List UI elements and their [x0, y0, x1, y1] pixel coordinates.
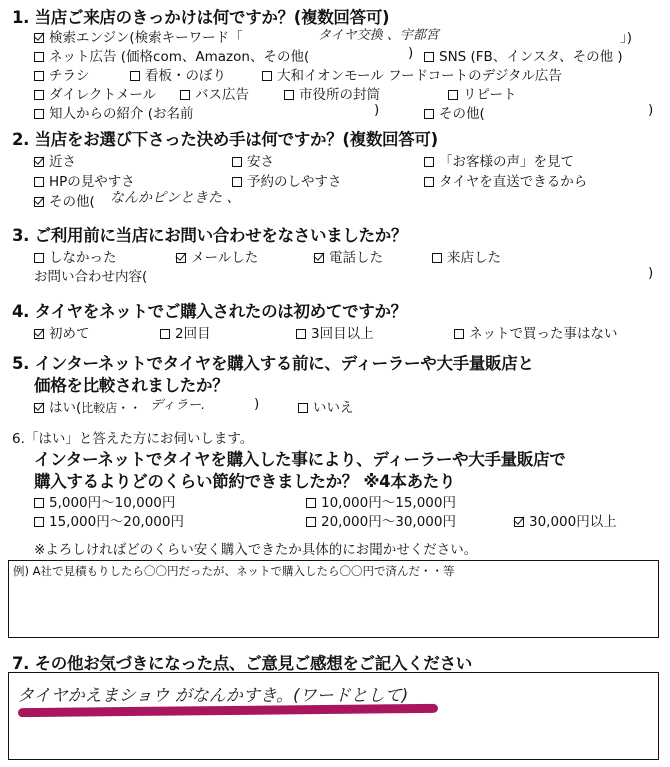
q3-content-close: ) — [648, 265, 654, 281]
q6-lead: 6.「はい」と答えた方にお伺いします。 — [12, 431, 254, 447]
q3-phone-label: 電話した — [329, 250, 383, 266]
q1-referral-close: ) — [374, 102, 380, 118]
q2-cheap-option[interactable] — [232, 150, 274, 170]
q2-near-label: 近さ — [49, 154, 76, 170]
checkbox-referral[interactable] — [34, 109, 44, 119]
q2-near-option[interactable] — [34, 150, 76, 170]
q1-other-option[interactable] — [424, 102, 485, 122]
q1-other-label: その他( — [439, 106, 485, 122]
checkbox-yes[interactable] — [34, 403, 44, 413]
q1-net-ad-option[interactable] — [34, 45, 309, 65]
q1-bus-ad-label: バス広告 — [195, 87, 249, 103]
checkbox-hp[interactable] — [34, 177, 44, 187]
q6-opt5-label: 30,000円以上 — [529, 514, 617, 530]
q4-second-label: 2回目 — [175, 326, 211, 342]
q6-comment-box[interactable] — [8, 560, 659, 638]
q1-city-envelope-label: 市役所の封筒 — [299, 87, 380, 103]
q1-search-handwriting: タイヤ交換 、宇都宮 — [318, 28, 439, 43]
q1-search-label: 検索エンジン(検索キーワード「 — [49, 30, 243, 46]
q5-yes-close: ) — [254, 396, 260, 412]
q1-signboard-option[interactable] — [130, 64, 226, 84]
q6-opt4-option[interactable] — [306, 510, 456, 530]
q1-bus-ad-option[interactable] — [180, 83, 249, 103]
checkbox-phone[interactable] — [314, 253, 324, 263]
q1-direct-mail-option[interactable] — [34, 83, 156, 103]
q2-voice-option[interactable] — [424, 150, 574, 170]
checkbox-first[interactable] — [34, 329, 44, 339]
q4-first-label: 初めて — [49, 326, 90, 342]
checkbox-q1-other[interactable] — [424, 109, 434, 119]
checkbox-second[interactable] — [160, 329, 170, 339]
q3-no-label: しなかった — [49, 250, 117, 266]
q6-opt3-label: 15,000円～20,000円 — [49, 514, 184, 530]
q3-mail-option[interactable] — [176, 246, 258, 266]
q4-never-label: ネットで買った事はない — [469, 326, 618, 342]
q3-mail-label: メールした — [191, 250, 259, 266]
q1-search-option[interactable] — [34, 26, 243, 46]
checkbox-signboard[interactable] — [130, 71, 140, 81]
q5-title-line1: 5. インターネットでタイヤを購入する前に、ディーラーや大手量販店と — [12, 354, 534, 373]
q5-yes-small: 比較店・・ — [81, 401, 142, 415]
q1-referral-option[interactable] — [34, 102, 194, 122]
q3-content-label: お問い合わせ内容( — [34, 269, 148, 285]
q4-third-label: 3回目以上 — [311, 326, 374, 342]
q3-visit-label: 来店した — [447, 250, 501, 266]
q5-title-line2: 価格を比較されましたか？ — [34, 376, 229, 395]
checkbox-near[interactable] — [34, 157, 44, 167]
q2-title: 2. 当店をお選び下さった決め手は何ですか？(複数回答可) — [12, 130, 438, 149]
checkbox-never[interactable] — [454, 329, 464, 339]
q2-voice-label: 「お客様の声」を見て — [439, 154, 574, 170]
q1-yamato-option[interactable] — [262, 64, 562, 84]
q1-title: 1. 当店ご来店のきっかけは何ですか？(複数回答可) — [12, 8, 390, 27]
checkbox-third[interactable] — [296, 329, 306, 339]
checkbox-search[interactable] — [34, 33, 44, 43]
checkbox-direct-mail[interactable] — [34, 90, 44, 100]
q1-direct-mail-label: ダイレクトメール — [49, 87, 157, 103]
q1-repeat-option[interactable] — [448, 83, 516, 103]
checkbox-q5-no[interactable] — [298, 403, 308, 413]
q6-title-line1: インターネットでタイヤを購入した事により、ディーラーや大手量販店で — [34, 450, 566, 469]
q2-direct-option[interactable] — [424, 170, 587, 190]
q2-reserve-option[interactable] — [232, 170, 342, 190]
q6-opt2-label: 10,000円～15,000円 — [321, 495, 456, 511]
q5-yes-handwriting: ディラー. — [150, 398, 206, 413]
q1-sns-label: SNS (FB、インスタ、その他 ) — [439, 49, 623, 65]
q5-no-label: いいえ — [313, 400, 354, 416]
q2-other-option[interactable] — [34, 190, 95, 210]
q5-no-option[interactable] — [298, 396, 354, 416]
q2-cheap-label: 安さ — [247, 154, 274, 170]
checkbox-bus-ad[interactable] — [180, 90, 190, 100]
q1-flyer-option[interactable] — [34, 64, 90, 84]
q1-yamato-label: 大和イオンモール フードコートのデジタル広告 — [277, 68, 562, 84]
q4-title: 4. タイヤをネットでご購入されたのは初めてですか？ — [12, 302, 407, 321]
q7-title: 7. その他お気づきになった点、ご意見ご感想をご記入ください — [12, 654, 472, 673]
checkbox-cheap[interactable] — [232, 157, 242, 167]
q6-example: 例) A社で見積もりしたら〇〇円だったが、ネットで購入したら〇〇円で済んだ・・等 — [13, 564, 455, 578]
checkbox-direct[interactable] — [424, 177, 434, 187]
q1-other-close: ) — [648, 102, 654, 118]
checkbox-opt2[interactable] — [306, 498, 316, 508]
q2-other-label: その他( — [49, 194, 95, 210]
checkbox-net-ad[interactable] — [34, 52, 44, 62]
q1-flyer-label: チラシ — [49, 68, 90, 84]
q2-direct-label: タイヤを直送できるから — [439, 174, 588, 190]
q2-other-handwriting: なんかピンときた 、 — [110, 190, 241, 206]
q7-answer-handwriting: タイヤかえまショウ がなんかすき。(ワードとして) — [17, 686, 409, 706]
checkbox-visit[interactable] — [432, 253, 442, 263]
q6-opt3-option[interactable] — [34, 510, 184, 530]
q3-phone-option[interactable] — [314, 246, 383, 266]
checkbox-reserve[interactable] — [232, 177, 242, 187]
q3-no-option[interactable] — [34, 246, 117, 266]
checkbox-voice[interactable] — [424, 157, 434, 167]
checkbox-q3-no[interactable] — [34, 253, 44, 263]
q3-title: 3. ご利用前に当店にお問い合わせをなさいましたか？ — [12, 226, 408, 245]
q1-referral-label: 知人からの紹介 (お名前 — [49, 106, 194, 122]
checkbox-opt4[interactable] — [306, 517, 316, 527]
q6-note: ※よろしければどのくらい安く購入できたか具体的にお聞かせください。 — [34, 542, 478, 558]
q6-opt4-label: 20,000円～30,000円 — [321, 514, 456, 530]
checkbox-yamato[interactable] — [262, 71, 272, 81]
q1-net-ad-label: ネット広告 (価格com、Amazon、その他( — [49, 49, 310, 65]
checkbox-repeat[interactable] — [448, 90, 458, 100]
q5-yes-label: はい( — [49, 400, 82, 416]
checkbox-city-envelope[interactable] — [284, 90, 294, 100]
q6-opt1-option[interactable] — [34, 491, 175, 511]
q1-net-ad-close: ) — [408, 45, 414, 61]
q1-repeat-label: リピート — [463, 87, 517, 103]
checkbox-mail[interactable] — [176, 253, 186, 263]
q2-hp-label: HPの見やすさ — [49, 174, 135, 190]
q2-reserve-label: 予約のしやすさ — [247, 174, 342, 190]
checkbox-opt3[interactable] — [34, 517, 44, 527]
q6-opt1-label: 5,000円～10,000円 — [49, 495, 176, 511]
checkbox-q2-other[interactable] — [34, 197, 44, 207]
q3-visit-option[interactable] — [432, 246, 501, 266]
q1-search-close: 」) — [620, 30, 633, 46]
q1-signboard-label: 看板・のぼり — [145, 68, 226, 84]
q1-city-envelope-option[interactable] — [284, 83, 380, 103]
q6-opt2-option[interactable] — [306, 491, 456, 511]
checkbox-sns[interactable] — [424, 52, 434, 62]
q6-opt5-option[interactable] — [514, 510, 617, 530]
checkbox-opt1[interactable] — [34, 498, 44, 508]
checkbox-flyer[interactable] — [34, 71, 44, 81]
q4-first-option[interactable] — [34, 322, 90, 342]
q5-yes-option[interactable] — [34, 396, 141, 416]
q4-second-option[interactable] — [160, 322, 211, 342]
q4-never-option[interactable] — [454, 322, 618, 342]
checkbox-opt5[interactable] — [514, 517, 524, 527]
q6-title-line2: 購入するよりどのくらい節約できましたか？ ※4本あたり — [34, 472, 456, 491]
q1-sns-option[interactable] — [424, 45, 623, 65]
q4-third-option[interactable] — [296, 322, 374, 342]
